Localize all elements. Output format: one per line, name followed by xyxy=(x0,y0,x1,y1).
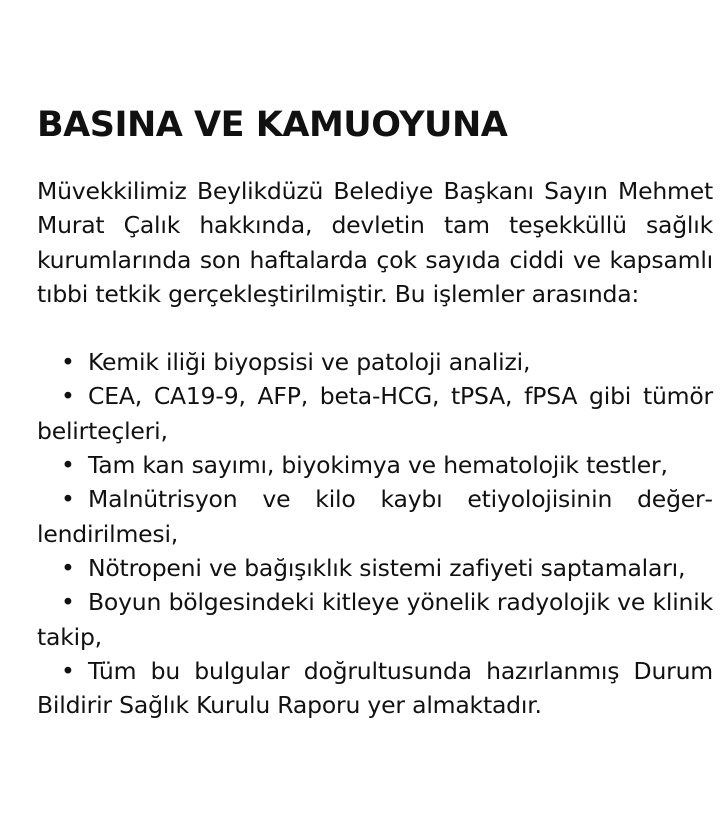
page-title: BASINA VE KAMUOYUNA xyxy=(37,105,508,145)
bullet-icon: • xyxy=(61,382,75,411)
bullet-icon: • xyxy=(61,485,75,514)
bullet-icon: • xyxy=(61,553,75,582)
list-item xyxy=(37,482,713,551)
intro-paragraph: Müvekkilimiz Beylikdüzü Belediye Başkanı Sayın Mehmet Murat Çalık hakkında, devletin tam teşekküllü sağlık kurumlarında son haftalarda çok sayıda ciddi ve kapsamlı tıbbi tetkik gerçekleştirilmiştir. Bu işlemler arasında: xyxy=(37,177,713,308)
list-item xyxy=(37,585,713,654)
list-item-text: Boyun bölgesindeki kitleye yönelik radyolojik ve klinik takip, xyxy=(37,588,713,651)
list-item-text: Tam kan sayımı, biyokimya ve hematolojik testler, xyxy=(88,451,668,480)
list-item xyxy=(37,654,713,723)
list-item-text: Malnütrisyon ve kilo kaybı etiyolojisinin değerlendirilmesi, xyxy=(37,485,713,548)
list-item-text: CEA, CA19-9, AFP, beta-HCG, tPSA, fPSA gibi tümör belirteçleri, xyxy=(37,382,713,445)
press-statement xyxy=(37,104,713,722)
list-item-text: Kemik iliği biyopsisi ve patoloji analizi, xyxy=(88,348,531,377)
list-item-text: Tüm bu bulgular doğrultusunda hazırlanmış Durum Bildirir Sağlık Kurulu Raporu yer almaktadır. xyxy=(37,656,713,720)
list-item xyxy=(37,379,713,448)
list-item-text: Nötropeni ve bağışıklık sistemi zafiyeti saptamaları, xyxy=(88,553,686,582)
bullet-icon: • xyxy=(61,348,75,377)
bullet-icon: • xyxy=(61,451,75,480)
list-item xyxy=(37,345,713,379)
bullet-icon: • xyxy=(61,588,75,617)
test-list xyxy=(37,345,713,722)
bullet-icon: • xyxy=(61,656,75,685)
list-item xyxy=(37,448,713,482)
list-item xyxy=(37,551,713,585)
